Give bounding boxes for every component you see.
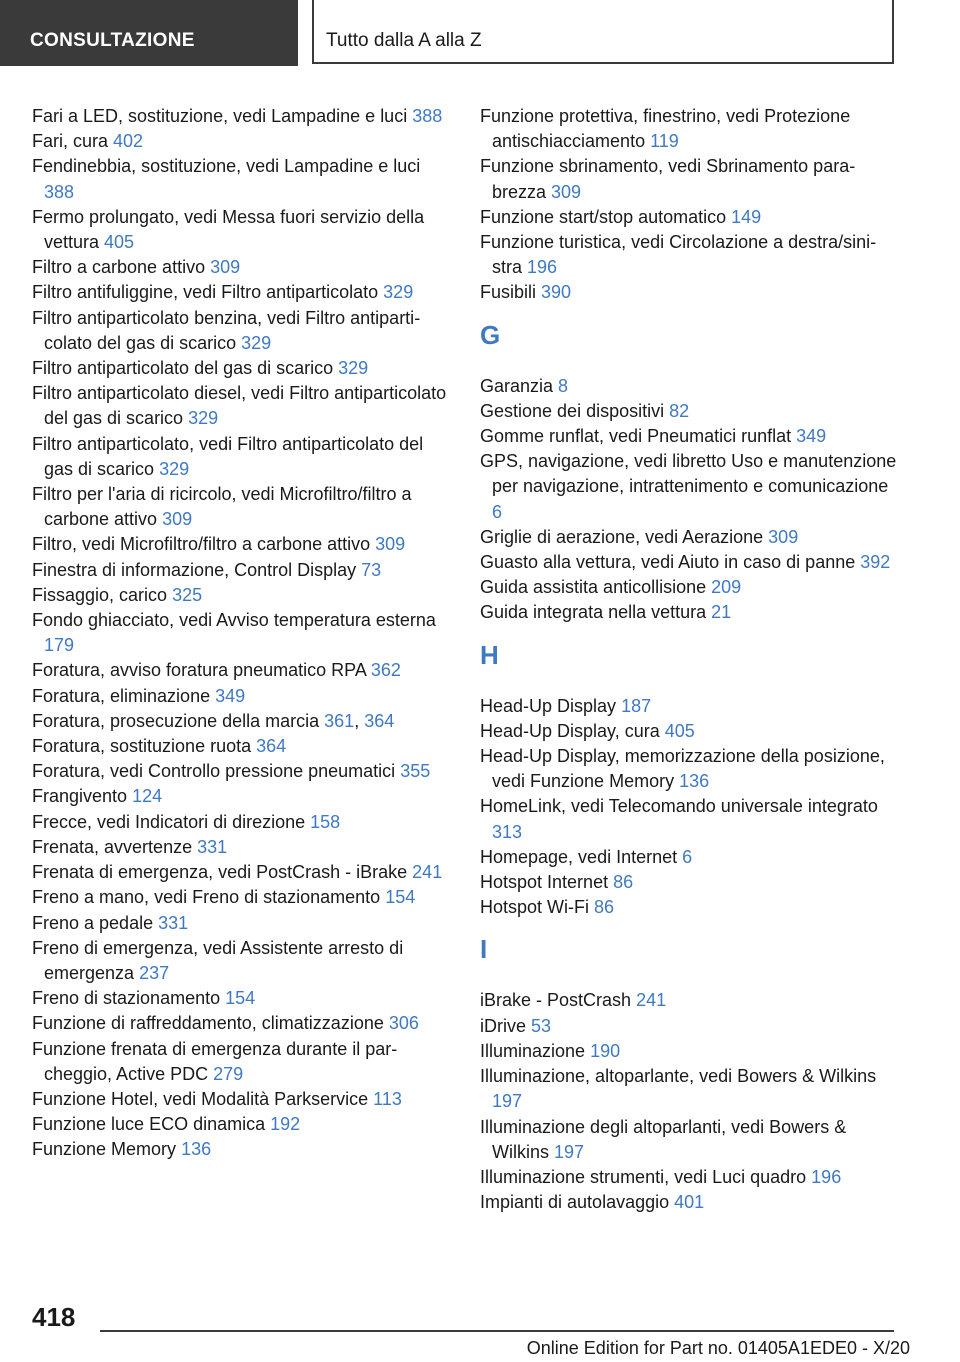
index-entry-text: Foratura, avviso foratura pneumatico RPA (32, 660, 371, 681)
page-reference-link[interactable]: 309 (768, 526, 799, 547)
index-entry-text: Head-Up Display, cura (480, 720, 665, 741)
index-entry-text: Freno di emergenza, vedi Assistente arresto di emergenza (32, 937, 404, 983)
index-entry (32, 1137, 452, 1162)
index-entry-text: Hotspot Wi-Fi (480, 897, 595, 918)
page-reference-link[interactable]: 187 (621, 695, 652, 716)
index-entry-text: Filtro per l'aria di ricircolo, vedi Microfiltro/filtro a carbone attivo (32, 484, 412, 530)
index-entry (480, 374, 900, 399)
index-entry (480, 205, 900, 230)
index-entry (32, 532, 452, 557)
index-entry-text: Fusibili (480, 282, 542, 303)
page-reference-link[interactable]: 119 (650, 131, 679, 152)
index-letter-heading: G (480, 319, 501, 350)
index-entry (32, 154, 452, 204)
page-reference-link[interactable]: 309 (375, 534, 406, 555)
index-entry (480, 895, 900, 920)
page-reference-link[interactable]: 329 (338, 358, 369, 379)
page-reference-link[interactable]: 136 (679, 771, 710, 792)
page-reference-link[interactable]: 86 (594, 897, 615, 918)
page-header (0, 0, 960, 66)
page-reference-link[interactable]: 331 (197, 836, 228, 857)
index-entry-text: Funzione Memory (32, 1139, 182, 1160)
index-entry (32, 911, 452, 936)
index-entry-text: Fendinebbia, sostituzione, vedi Lampadine e luci (32, 156, 421, 177)
index-entry-text: Guida integrata nella vettura (480, 602, 712, 623)
index-entry (32, 810, 452, 835)
page-reference-link[interactable]: 362 (370, 660, 401, 681)
index-entry-text: Funzione start/stop automatico (480, 206, 732, 227)
index-entry (32, 860, 452, 885)
section-tab: CONSULTAZIONE (0, 0, 298, 66)
index-entry-text: iBrake - PostCrash (480, 990, 637, 1011)
index-entry-text: Filtro antiparticolato del gas di scarico (32, 358, 339, 379)
index-entry (32, 658, 452, 683)
page-reference-link[interactable]: 279 (213, 1063, 244, 1084)
index-entry-text: HomeLink, vedi Telecomando universale integrato (480, 796, 878, 817)
index-entry-text: Filtro antiparticolato benzina, vedi Filtro antiparticolato del gas di scarico (32, 307, 421, 353)
index-entry (32, 1011, 452, 1036)
page-reference-link[interactable]: 309 (551, 181, 582, 202)
index-entry (32, 280, 452, 305)
index-entry-text: Illuminazione (480, 1040, 591, 1061)
index-entry-text: Filtro, vedi Microfiltro/filtro a carbone attivo (32, 534, 376, 555)
index-entry-text: Foratura, sostituzione ruota (32, 736, 257, 757)
page-reference-link[interactable]: 405 (104, 232, 135, 253)
index-entry (32, 734, 452, 759)
index-entry (32, 205, 452, 255)
page-footer (0, 1300, 960, 1362)
index-entry (32, 583, 452, 608)
index-entry (480, 794, 900, 844)
index-entry (32, 684, 452, 709)
page-reference-link[interactable]: 349 (796, 426, 827, 447)
index-entry (480, 600, 900, 625)
index-entry (480, 550, 900, 575)
page-reference-link[interactable]: 124 (132, 786, 163, 807)
index-entry (480, 988, 900, 1013)
index-entry (480, 104, 900, 154)
index-entry (480, 280, 900, 305)
index-entry-text: Filtro antifuliggine, vedi Filtro antiparticolato (32, 282, 384, 303)
index-entry-text: Freno di stazionamento (32, 988, 226, 1009)
index-entry-text: Gestione dei dispositivi (480, 400, 670, 421)
page-reference-link[interactable]: 329 (241, 332, 272, 353)
index-entry (32, 129, 452, 154)
index-entry (480, 449, 900, 525)
page-reference-link[interactable]: 21 (711, 602, 732, 623)
index-entry (32, 936, 452, 986)
page-reference-link[interactable]: 197 (554, 1141, 585, 1162)
page-reference-link[interactable]: 86 (613, 872, 634, 893)
index-entry-text: Funzione frenata di emergenza durante il parcheggio, Active PDC (32, 1038, 398, 1084)
index-entry-text: Foratura, eliminazione (32, 685, 216, 706)
page-reference-link[interactable]: 192 (270, 1114, 301, 1135)
index-entry-text: Head-Up Display, memorizzazione della posizione, vedi Funzione Memory (480, 746, 885, 792)
page-reference-link[interactable]: 196 (527, 257, 558, 278)
index-entry-text: Gomme runflat, vedi Pneumatici runflat (480, 426, 797, 447)
index-entry-text: Frenata, avvertenze (32, 836, 198, 857)
page-reference-link[interactable]: 331 (158, 912, 189, 933)
page-reference-link[interactable]: 82 (669, 400, 690, 421)
index-entry (32, 608, 452, 658)
page-reference-link[interactable]: 355 (400, 761, 431, 782)
page-reference-link[interactable]: 309 (210, 257, 241, 278)
index-entry (480, 694, 900, 719)
page-reference-link[interactable]: 53 (531, 1015, 552, 1036)
page-reference-link[interactable]: 402 (113, 131, 144, 152)
page-reference-link[interactable]: 158 (310, 811, 341, 832)
index-entry: Foratura, prosecuzione della marcia 361, 364 (32, 710, 395, 731)
index-entry (480, 744, 900, 794)
index-entry-text: Funzione turistica, vedi Circolazione a destra/sinistra (480, 232, 877, 278)
index-entry (32, 356, 452, 381)
index-entry (480, 1115, 900, 1165)
page-reference-link[interactable]: 364 (364, 710, 395, 731)
index-entry (32, 558, 452, 583)
page-reference-link[interactable]: 388 (44, 181, 75, 202)
page-reference-link[interactable]: 196 (811, 1166, 842, 1187)
page-reference-link[interactable]: 113 (373, 1088, 402, 1109)
page-reference-link[interactable]: 364 (256, 736, 287, 757)
page-reference-link[interactable]: 241 (636, 990, 667, 1011)
page-reference-link[interactable]: 361 (324, 710, 355, 731)
index-entry-text: Fondo ghiacciato, vedi Avviso temperatura esterna (32, 610, 436, 631)
page-reference-link[interactable]: 197 (492, 1091, 523, 1112)
index-entry (32, 759, 452, 784)
index-entry (480, 1039, 900, 1064)
index-entry-text: Head-Up Display (480, 695, 622, 716)
index-entry-text: Guasto alla vettura, vedi Aiuto in caso di panne (480, 552, 861, 573)
index-entry (480, 1064, 900, 1114)
page-reference-link[interactable]: 237 (139, 962, 170, 983)
index-letter-heading: I (480, 934, 488, 965)
index-entry-text: Garanzia (480, 375, 559, 396)
index-column-right (480, 104, 900, 1215)
index-entry-text: Hotspot Internet (480, 872, 614, 893)
page-reference-link[interactable]: 390 (541, 282, 572, 303)
edition-note: Online Edition for Part no. 01405A1EDE0 - X/20 (526, 1338, 910, 1358)
index-entry (480, 1165, 900, 1190)
index-entry-text: Funzione Hotel, vedi Modalità Parkservice (32, 1088, 374, 1109)
index-entry-text: Funzione sbrinamento, vedi Sbrinamento parabrezza (480, 156, 856, 202)
index-entry-text: Homepage, vedi Internet (480, 846, 683, 867)
index-entry (480, 575, 900, 600)
page-reference-link[interactable]: 329 (159, 458, 190, 479)
index-entry-text: Impianti di autolavaggio (480, 1192, 675, 1213)
index-entry-text: Fissaggio, carico (32, 584, 173, 605)
index-entry (32, 835, 452, 860)
index-entry-text: Fari a LED, sostituzione, vedi Lampadine e luci (32, 106, 413, 126)
page-reference-link[interactable]: 6 (492, 501, 503, 522)
index-entry-text: Finestra di informazione, Control Display (32, 559, 362, 580)
index-entry (32, 986, 452, 1011)
page-reference-link[interactable]: 392 (860, 552, 891, 573)
index-entry-text: Frenata di emergenza, vedi PostCrash - iBrake (32, 862, 413, 883)
index-entry-text: Frecce, vedi Indicatori di direzione (32, 811, 311, 832)
index-entry-text: iDrive (480, 1015, 532, 1036)
index-entry (32, 432, 452, 482)
footer-divider (100, 1330, 894, 1332)
page-reference-link[interactable]: 329 (188, 408, 219, 429)
page-reference-link[interactable]: 179 (44, 635, 75, 656)
index-entry (480, 424, 900, 449)
index-entry-text: Foratura, prosecuzione della marcia (32, 710, 325, 731)
page-reference-link[interactable]: 388 (412, 106, 443, 126)
page-reference-link[interactable]: 401 (674, 1192, 705, 1213)
index-entry (32, 885, 452, 910)
page-reference-link[interactable]: 136 (181, 1139, 212, 1160)
index-entry-text: Filtro a carbone attivo (32, 257, 211, 278)
page-reference-link[interactable]: 149 (731, 206, 762, 227)
index-entry (32, 784, 452, 809)
index-entry (32, 1037, 452, 1087)
index-entry-text: Griglie di aerazione, vedi Aerazione (480, 526, 769, 547)
index-entry (32, 482, 452, 532)
index-entry (32, 255, 452, 280)
index-entry-text: GPS, navigazione, vedi libretto Uso e manutenzione per navigazione, intrattenimento e comunicazione (480, 451, 897, 497)
page-reference-link[interactable]: 209 (711, 577, 742, 598)
page-reference-link[interactable]: 73 (361, 559, 382, 580)
index-entry (480, 525, 900, 550)
index-column-left (32, 104, 452, 1163)
page-reference-link[interactable]: 154 (385, 887, 416, 908)
index-entry (32, 306, 452, 356)
page-reference-link[interactable]: 241 (412, 862, 443, 883)
index-entry (480, 1190, 900, 1215)
index-entry-text: Illuminazione degli altoparlanti, vedi Bowers & Wilkins (480, 1116, 847, 1162)
index-entry (480, 870, 900, 895)
page-reference-link[interactable]: 306 (388, 1013, 419, 1034)
index-entry (480, 230, 900, 280)
page-number: 418 (32, 1302, 76, 1332)
index-entry-text: Illuminazione strumenti, vedi Luci quadro (480, 1166, 812, 1187)
index-entry-text: Freno a mano, vedi Freno di stazionamento (32, 887, 386, 908)
page-reference-link[interactable]: 405 (664, 720, 695, 741)
index-entry-text: Guida assistita anticollisione (480, 577, 712, 598)
page-reference-link[interactable]: 349 (215, 685, 246, 706)
index-entry (32, 1112, 452, 1137)
index-entry-text: Filtro antiparticolato, vedi Filtro antiparticolato del gas di scarico (32, 433, 424, 479)
page-reference-link[interactable]: 329 (383, 282, 414, 303)
index-entry (32, 104, 452, 129)
page-reference-link[interactable]: 154 (225, 988, 256, 1009)
page-reference-link[interactable]: 8 (558, 375, 569, 396)
page-reference-link[interactable]: 190 (590, 1040, 621, 1061)
index-entry (32, 381, 452, 431)
page-reference-link[interactable]: 309 (162, 509, 193, 530)
header-title: Tutto dalla A alla Z (312, 0, 894, 64)
index-entry (480, 845, 900, 870)
index-entry (32, 1087, 452, 1112)
index-entry-text: Funzione di raffreddamento, climatizzazione (32, 1013, 389, 1034)
index-entry-text: Freno a pedale (32, 912, 159, 933)
index-entry-text: Foratura, vedi Controllo pressione pneumatici (32, 761, 401, 782)
index-entry (480, 399, 900, 424)
page-reference-link[interactable]: 325 (172, 584, 203, 605)
index-entry-text: Funzione protettiva, finestrino, vedi Protezione antischiacciamento (480, 106, 851, 152)
page-reference-link[interactable]: 6 (682, 846, 693, 867)
index-entry-text: Fermo prolungato, vedi Messa fuori servizio della vettura (32, 206, 425, 253)
index-entry (480, 719, 900, 744)
index-entry-text: Funzione luce ECO dinamica (32, 1114, 271, 1135)
index-entry-text: Filtro antiparticolato diesel, vedi Filtro antiparticolato del gas di scarico (32, 383, 447, 429)
index-entry-text: Illuminazione, altoparlante, vedi Bowers & Wilkins (480, 1066, 877, 1087)
index-entry (480, 154, 900, 204)
index-entry (480, 1014, 900, 1039)
index-entry-text: Frangivento (32, 786, 133, 807)
index-entry-text: Fari, cura (32, 131, 114, 152)
page-reference-link[interactable]: 313 (492, 821, 523, 842)
index-letter-heading: H (480, 639, 499, 670)
